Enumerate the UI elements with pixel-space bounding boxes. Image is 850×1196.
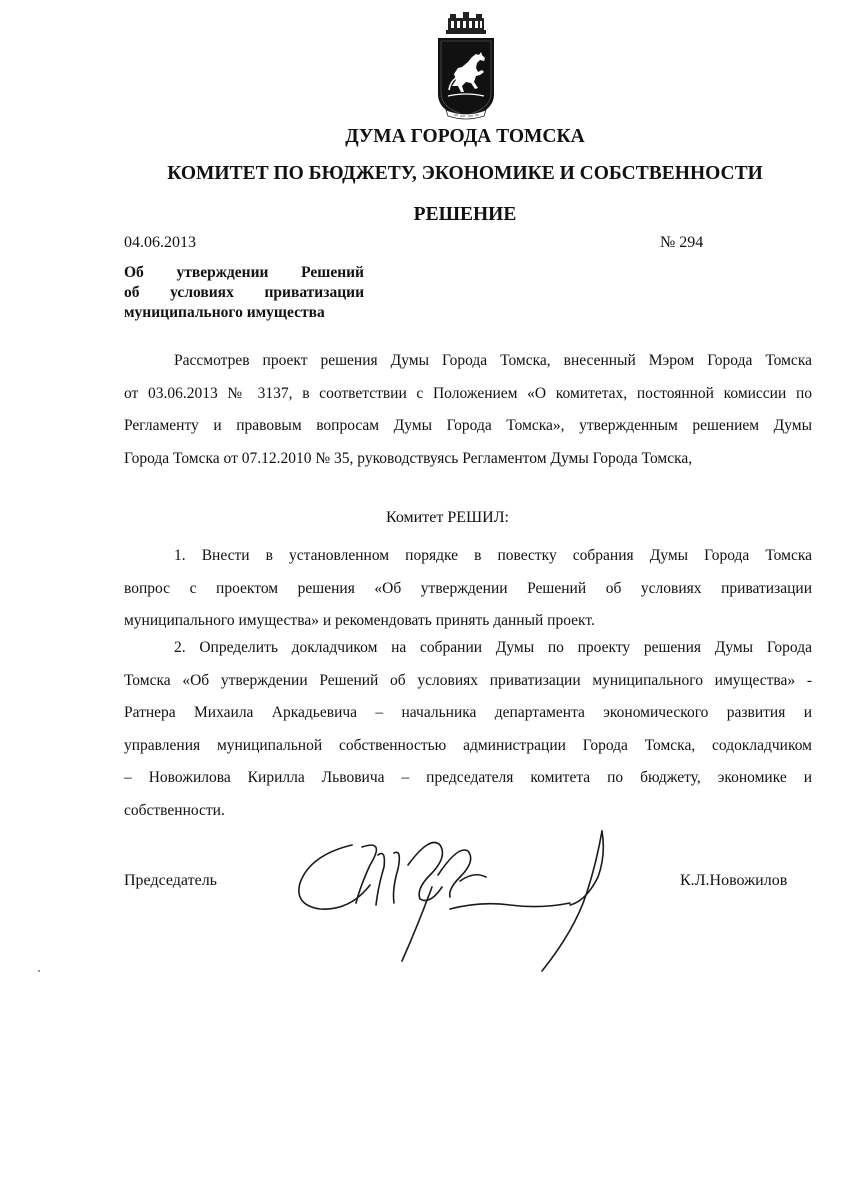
paragraph-line: Города Томска от 07.12.2010 № 35, руководствуясь Регламентом Думы Города Томска, xyxy=(124,449,693,467)
subject-line: об условиях приватизации xyxy=(124,284,364,301)
paragraph-line: управления муниципальной собственностью администрации Города Томска, содокладчиком xyxy=(124,736,812,754)
scan-speck xyxy=(38,970,40,972)
subject-line: муниципального имущества xyxy=(124,304,325,321)
decided-heading: Комитет РЕШИЛ: xyxy=(385,509,509,526)
subject-line: Об утверждении Решений xyxy=(124,264,364,281)
paragraph-line: муниципального имущества» и рекомендовать принять данный проект. xyxy=(124,612,595,629)
paragraph-line: 1. Внести в установленном порядке в повестку собрания Думы Города Томска xyxy=(174,547,812,564)
paragraph-line: 2. Определить докладчиком на собрании Думы по проекту решения Думы Города xyxy=(174,639,812,656)
paragraph-line: собственности. xyxy=(124,801,225,819)
paragraph-line: Ратнера Михаила Аркадьевича – начальника департамента экономического развития и xyxy=(124,704,812,721)
signatory-role: Председатель xyxy=(124,872,217,889)
paragraph-line: Рассмотрев проект решения Думы Города Томска, внесенный Мэром Города Томска xyxy=(174,352,812,369)
paragraph-line: Регламенту и правовым вопросам Думы Города Томска», утвержденным решением Думы xyxy=(124,417,812,434)
document-date: 04.06.2013 xyxy=(124,234,196,251)
paragraph-line: вопрос с проектом решения «Об утверждении Решений об условиях приватизации xyxy=(124,579,812,597)
preamble-paragraph xyxy=(124,345,812,475)
signatory-name: К.Л.Новожилов xyxy=(680,872,788,889)
document-subject xyxy=(124,263,364,323)
document-type-title: РЕШЕНИЕ xyxy=(413,204,517,225)
paragraph-line: – Новожилова Кирилла Львовича – председателя комитета по бюджету, экономике и xyxy=(124,769,812,786)
duma-title: ДУМА ГОРОДА ТОМСКА xyxy=(345,126,585,147)
paragraph-line: от 03.06.2013 № 3137, в соответствии с Положением «О комитетах, постоянной комиссии по xyxy=(124,384,812,402)
decision-item-2 xyxy=(124,632,812,827)
handwritten-signature-icon xyxy=(290,825,620,975)
committee-title: КОМИТЕТ ПО БЮДЖЕТУ, ЭКОНОМИКЕ И СОБСТВЕННОСТИ xyxy=(167,163,763,184)
tomsk-coat-of-arms-icon xyxy=(432,12,500,124)
decision-item-1 xyxy=(124,540,812,638)
document-number: № 294 xyxy=(660,234,704,251)
paragraph-line: Томска «Об утверждении Решений об условиях приватизации муниципального имущества» - xyxy=(124,671,812,689)
